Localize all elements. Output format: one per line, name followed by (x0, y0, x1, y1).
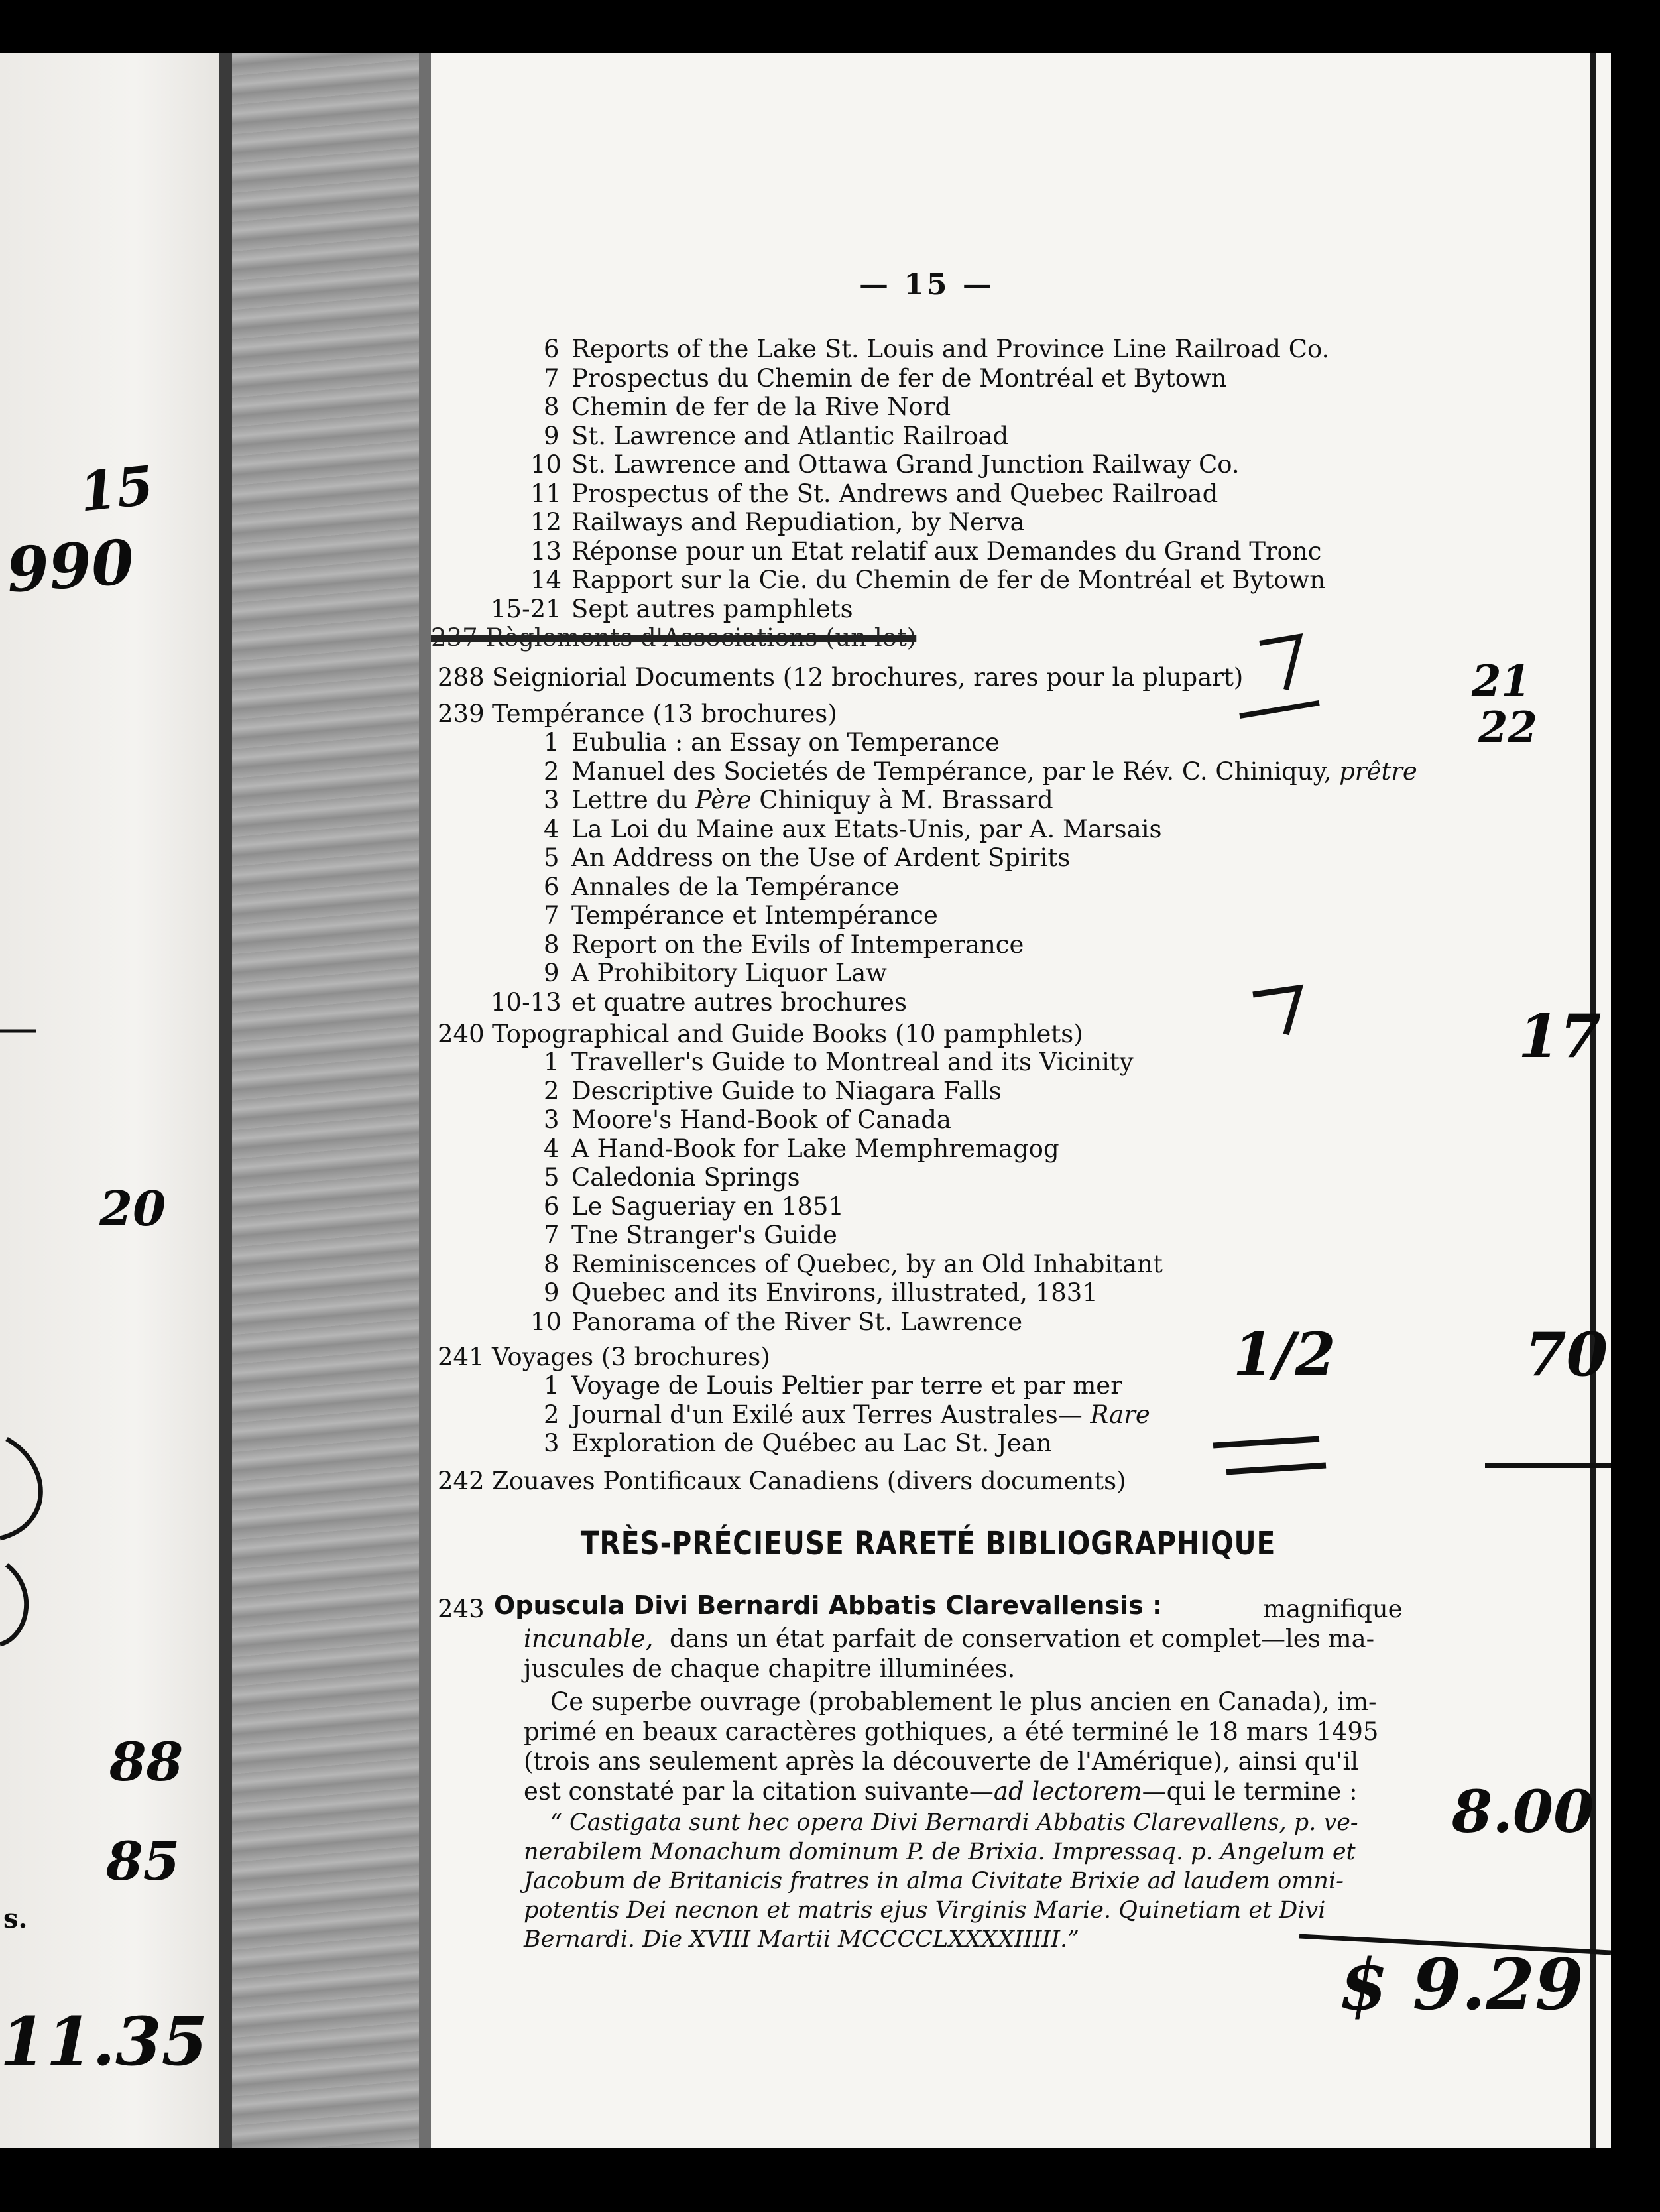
lot-243-number: 243 (438, 1595, 485, 1623)
section-heading: TRÈS-PRÉCIEUSE RARETÉ BIBLIOGRAPHIQUE (580, 1525, 1276, 1562)
quote-line-5: Bernardi. Die XVIII Martii MCCCCLXXXXIIIII.” (524, 1926, 1080, 1953)
handwritten-21: 21 (1472, 656, 1531, 706)
handwritten-17: 17 (1518, 1001, 1602, 1072)
lot-243-p2-l4: est constaté par la citation suivante—ad lectorem—qui le termine : (524, 1777, 1358, 1806)
lot-243-p2-l3: (trois ans seulement après la découverte de l'Amérique), ainsi qu'il (524, 1747, 1359, 1776)
handwritten-85: 85 (106, 1830, 180, 1892)
scanned-page: 15 990 20 88 85 s. 11.35 21 22 17 70 1/2 8.00 $ 9.29 — 15 — 6 Reports of the Lake St. Louis and Province Line Railroad Co. 7 Prospectus du Chemin de fer de Montréal et Bytown 8 Chemin de fer de la Rive Nord 9 St. Lawrence and Atlantic Railroad 10 St. Lawrence and Ottawa Grand Junction Railway Co. 11 Prospectus of the St. Andrews and Quebec Railroad 12 Railways and Repudiation, by Nerva 13 Réponse pour un Etat relatif aux Demandes du Grand Tronc 14 Rapport sur la Cie. du Chemin de fer de Montréal et Bytown 15-21 Sept autres pamphlets 237 Règlements d'Associations (un lot) 288 Seigniorial Documents (12 brochures, rares pour la plupart) 239 Tempérance (13 brochures) 1 Eubulia : an Essay on Temperance 2 Manuel des Societés de Tempérance, par le Rév. C. Chiniquy, prêtre 3 Lettre du Père Chiniquy à M. Brassard 4 La Loi du Maine aux Etats-Unis, par A. Marsais 5 An Address on the Use of Ardent Spirits 6 Annales de la Tempérance 7 Tempérance et Intempérance 8 Report on the Evils of Intemperance 9 A Prohibitory Liquor Law 10-13 et quatre autres brochures 240 Topographical and Guide Books (10 pamphlets) 1 Traveller's Guide to Montreal and its Vicinity 2 Descriptive Guide to Niagara Falls 3 Moore's Hand-Book of Canada 4 A Hand-Book for Lake Memphremagog 5 Caledonia Springs 6 Le Sagueriay en 1851 7 Tne Stranger's Guide 8 Reminiscences of Quebec, by an Old Inhabitant 9 Quebec and its Environs, illustrated, 1831 10 Panorama of the River St. Lawrence 241 Voyages (3 brochures) 1 Voyage de Louis Peltier par terre et par mer 2 Journal d'un Exilé aux Terres Australes— Rare 3 Exploration de Québec au Lac St. Jean 242 Zouaves Pontificaux Canadiens (divers documents) TRÈS-PRÉCIEUSE RARETÉ BIBLIOGRAPHIQUE 243 Opuscula Divi Bernardi Abbatis Clarevallensis : magnifique incunable, dans un état parfait de conservation et complet—les ma- juscules de chaque chapitre illuminées. Ce superbe ouvrage (probablement le plus ancien en Canada), im- primé en beaux caractères gothiques, a été terminé le 18 mars 1495 (trois ans seulement après la découverte de l'Amérique), ainsi qu'il est constaté par la citation suivante—ad lectorem—qui le termine : “ Castigata sunt hec opera Divi Bernardi Abbatis Clarevallens, p. ve- nerabilem Monachum dominum P. de Brixia. Impressaq. p. Angelum et Jacobum de Britanicis fratres in alma Civitate Brixie ad laudem omni- potentis Dei necnon et matris ejus Virginis Marie. Quinetiam et Divi Bernardi. Die XVIII Martii MCCCCLXXXXIIIII.” (0, 0, 1660, 2212)
handwritten-11-35: 11.35 (0, 2002, 208, 2081)
left-curve-marks (0, 1439, 40, 1644)
lot-243-p2-l2: primé en beaux caractères gothiques, a été terminé le 18 mars 1495 (524, 1717, 1379, 1746)
lot-243-p2-l1: Ce superbe ouvrage (probablement le plus ancien en Canada), im- (550, 1688, 1377, 1716)
handwritten-88: 88 (109, 1731, 184, 1793)
handwritten-total: $ 9.29 (1339, 1943, 1584, 2026)
lot-243-l2: dans un état parfait de conservation et complet—les ma- (670, 1625, 1375, 1653)
lot-243-title: Opuscula Divi Bernardi Abbatis Clarevallensis : (494, 1591, 1163, 1620)
struck-mark-242 (1213, 1439, 1326, 1472)
page-number: — 15 — (859, 268, 994, 302)
quote-line-1: “ Castigata sunt hec opera Divi Bernardi Abbatis Clarevallens, p. ve- (550, 1810, 1358, 1836)
handwritten-20: 20 (99, 1180, 166, 1237)
total-rule (1299, 1936, 1611, 1953)
quote-line-3: Jacobum de Britanicis fratres in alma Civitate Brixie ad laudem omni- (524, 1868, 1344, 1894)
handwritten-8-00: 8.00 (1452, 1777, 1594, 1846)
quote-line-2: nerabilem Monachum dominum P. de Brixia. Impressaq. p. Angelum et (524, 1839, 1356, 1865)
lot-243-l2-italic: incunable, (524, 1625, 654, 1653)
handwritten-990: 990 (4, 526, 137, 607)
handwritten-half: 1/2 (1233, 1320, 1336, 1388)
check-mark-240 (1253, 988, 1299, 1034)
handwritten-70: 70 (1525, 1320, 1608, 1390)
lot-243-l1-rest: magnifique (1263, 1595, 1403, 1623)
check-mark-288 (1240, 637, 1319, 716)
margin-s: s. (3, 1903, 28, 1934)
handwritten-22: 22 (1478, 703, 1538, 753)
lot-243-l3: juscules de chaque chapitre illuminées. (524, 1654, 1016, 1683)
handwritten-15: 15 (76, 454, 156, 524)
quote-line-4: potentis Dei necnon et matris ejus Virginis Marie. Quinetiam et Divi (524, 1897, 1326, 1924)
